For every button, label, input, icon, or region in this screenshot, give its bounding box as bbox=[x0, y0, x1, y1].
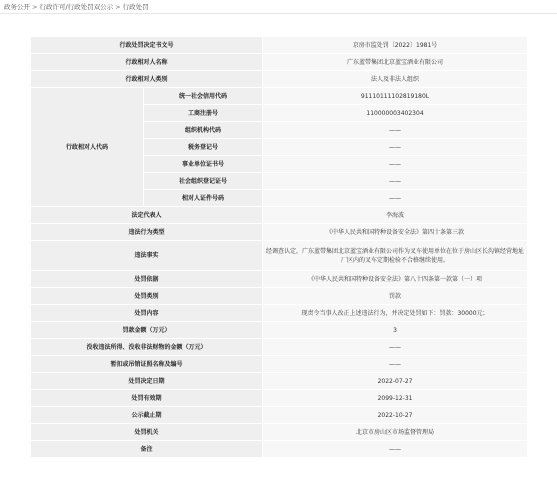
label-penalty-category: 处罚类别 bbox=[31, 288, 263, 305]
breadcrumb bbox=[4, 2, 149, 11]
value-institution-cert: —— bbox=[263, 156, 528, 173]
table-row-legal-rep bbox=[31, 207, 528, 224]
table-row-license-revoked bbox=[31, 356, 528, 373]
label-fine-amount: 罚款金额（万元） bbox=[31, 322, 263, 339]
label-credit-code: 统一社会信用代码 bbox=[144, 88, 263, 105]
table-row-authority bbox=[31, 424, 528, 441]
breadcrumb-link-gov-affairs[interactable]: 政务公开 bbox=[4, 3, 30, 11]
table-row-valid-until bbox=[31, 390, 528, 407]
label-id-number: 相对人证件号码 bbox=[144, 190, 263, 207]
table-row-credit-code bbox=[31, 88, 528, 105]
label-party-code: 行政相对人代码 bbox=[31, 88, 144, 207]
label-tax-no: 税务登记号 bbox=[144, 139, 263, 156]
table-row-decision-no bbox=[31, 37, 528, 54]
label-remarks: 备注 bbox=[31, 441, 263, 458]
table-row-penalty-category bbox=[31, 288, 528, 305]
label-violation-facts: 违法事实 bbox=[31, 241, 263, 271]
value-legal-rep: 李海波 bbox=[263, 207, 528, 224]
value-social-org-cert: —— bbox=[263, 173, 528, 190]
table-row-fine-amount bbox=[31, 322, 528, 339]
label-institution-cert: 事业单位证书号 bbox=[144, 156, 263, 173]
value-id-number: —— bbox=[263, 190, 528, 207]
table-row-decision-date bbox=[31, 373, 528, 390]
label-authority: 处罚机关 bbox=[31, 424, 263, 441]
value-confiscated: —— bbox=[263, 339, 528, 356]
label-valid-until: 处罚有效期 bbox=[31, 390, 263, 407]
table-row-basis bbox=[31, 271, 528, 288]
table-row-publish-deadline bbox=[31, 407, 528, 424]
value-remarks: —— bbox=[263, 441, 528, 458]
value-fine-amount: 3 bbox=[263, 322, 528, 339]
label-decision-no: 行政处罚决定书文号 bbox=[31, 37, 263, 54]
penalty-info-table bbox=[30, 36, 528, 458]
table-row-remarks bbox=[31, 441, 528, 458]
value-tax-no: —— bbox=[263, 139, 528, 156]
label-org-code: 组织机构代码 bbox=[144, 122, 263, 139]
value-decision-date: 2022-07-27 bbox=[263, 373, 528, 390]
label-legal-rep: 法定代表人 bbox=[31, 207, 263, 224]
value-org-code: —— bbox=[263, 122, 528, 139]
value-violation-type: 《中华人民共和国特种设备安全法》第四十条第三款 bbox=[263, 224, 528, 241]
label-basis: 处罚依据 bbox=[31, 271, 263, 288]
label-license-revoked: 暂扣或吊销证照名称及编号 bbox=[31, 356, 263, 373]
label-registration-no: 工商注册号 bbox=[144, 105, 263, 122]
table-row-party-category bbox=[31, 71, 528, 88]
table-row-violation-facts bbox=[31, 241, 528, 271]
label-violation-type: 违法行为类型 bbox=[31, 224, 263, 241]
value-valid-until: 2099-12-31 bbox=[263, 390, 528, 407]
label-party-name: 行政相对人名称 bbox=[31, 54, 263, 71]
value-party-category: 法人及非法人组织 bbox=[263, 71, 528, 88]
label-publish-deadline: 公示截止期 bbox=[31, 407, 263, 424]
breadcrumb-link-penalty[interactable]: 行政处罚 bbox=[122, 3, 149, 11]
table-row-violation-type bbox=[31, 224, 528, 241]
value-registration-no: 110000003402304 bbox=[263, 105, 528, 122]
value-basis: 《中华人民共和国特种设备安全法》第八十四条第一款第（一）项 bbox=[263, 271, 528, 288]
value-penalty-category: 罚款 bbox=[263, 288, 528, 305]
value-party-name: 广东蓝带集团北京蓝宝酒业有限公司 bbox=[263, 54, 528, 71]
table-row-party-name bbox=[31, 54, 528, 71]
value-violation-facts: 经调查认定，广东蓝带集团北京蓝宝酒业有限公司作为叉车使用单位在位于房山区长沟镇经营地址厂区内的叉车定期检验不合格继续使用。 bbox=[263, 241, 528, 271]
value-publish-deadline: 2022-10-27 bbox=[263, 407, 528, 424]
breadcrumb-link-dual-disclosure[interactable]: 行政许可/行政处罚双公示 bbox=[39, 3, 114, 11]
label-confiscated: 没收违法所得、没收非法财物的金额（万元） bbox=[31, 339, 263, 356]
value-credit-code: 91110111102819180L bbox=[263, 88, 528, 105]
breadcrumb-separator: > bbox=[115, 3, 121, 11]
breadcrumb-separator: > bbox=[32, 3, 38, 11]
table-row-confiscated bbox=[31, 339, 528, 356]
label-decision-date: 处罚决定日期 bbox=[31, 373, 263, 390]
table-row-penalty-content bbox=[31, 305, 528, 322]
value-authority: 北京市房山区市场监督管理局 bbox=[263, 424, 528, 441]
value-penalty-content: 现责令当事人改正上述违法行为，并决定处罚如下：罚款：30000元； bbox=[263, 305, 528, 322]
label-party-category: 行政相对人类别 bbox=[31, 71, 263, 88]
label-penalty-content: 处罚内容 bbox=[31, 305, 263, 322]
label-social-org-cert: 社会组织登记证号 bbox=[144, 173, 263, 190]
value-license-revoked: —— bbox=[263, 356, 528, 373]
header-divider bbox=[0, 13, 557, 14]
value-decision-no: 京房市监处罚〔2022〕1981号 bbox=[263, 37, 528, 54]
